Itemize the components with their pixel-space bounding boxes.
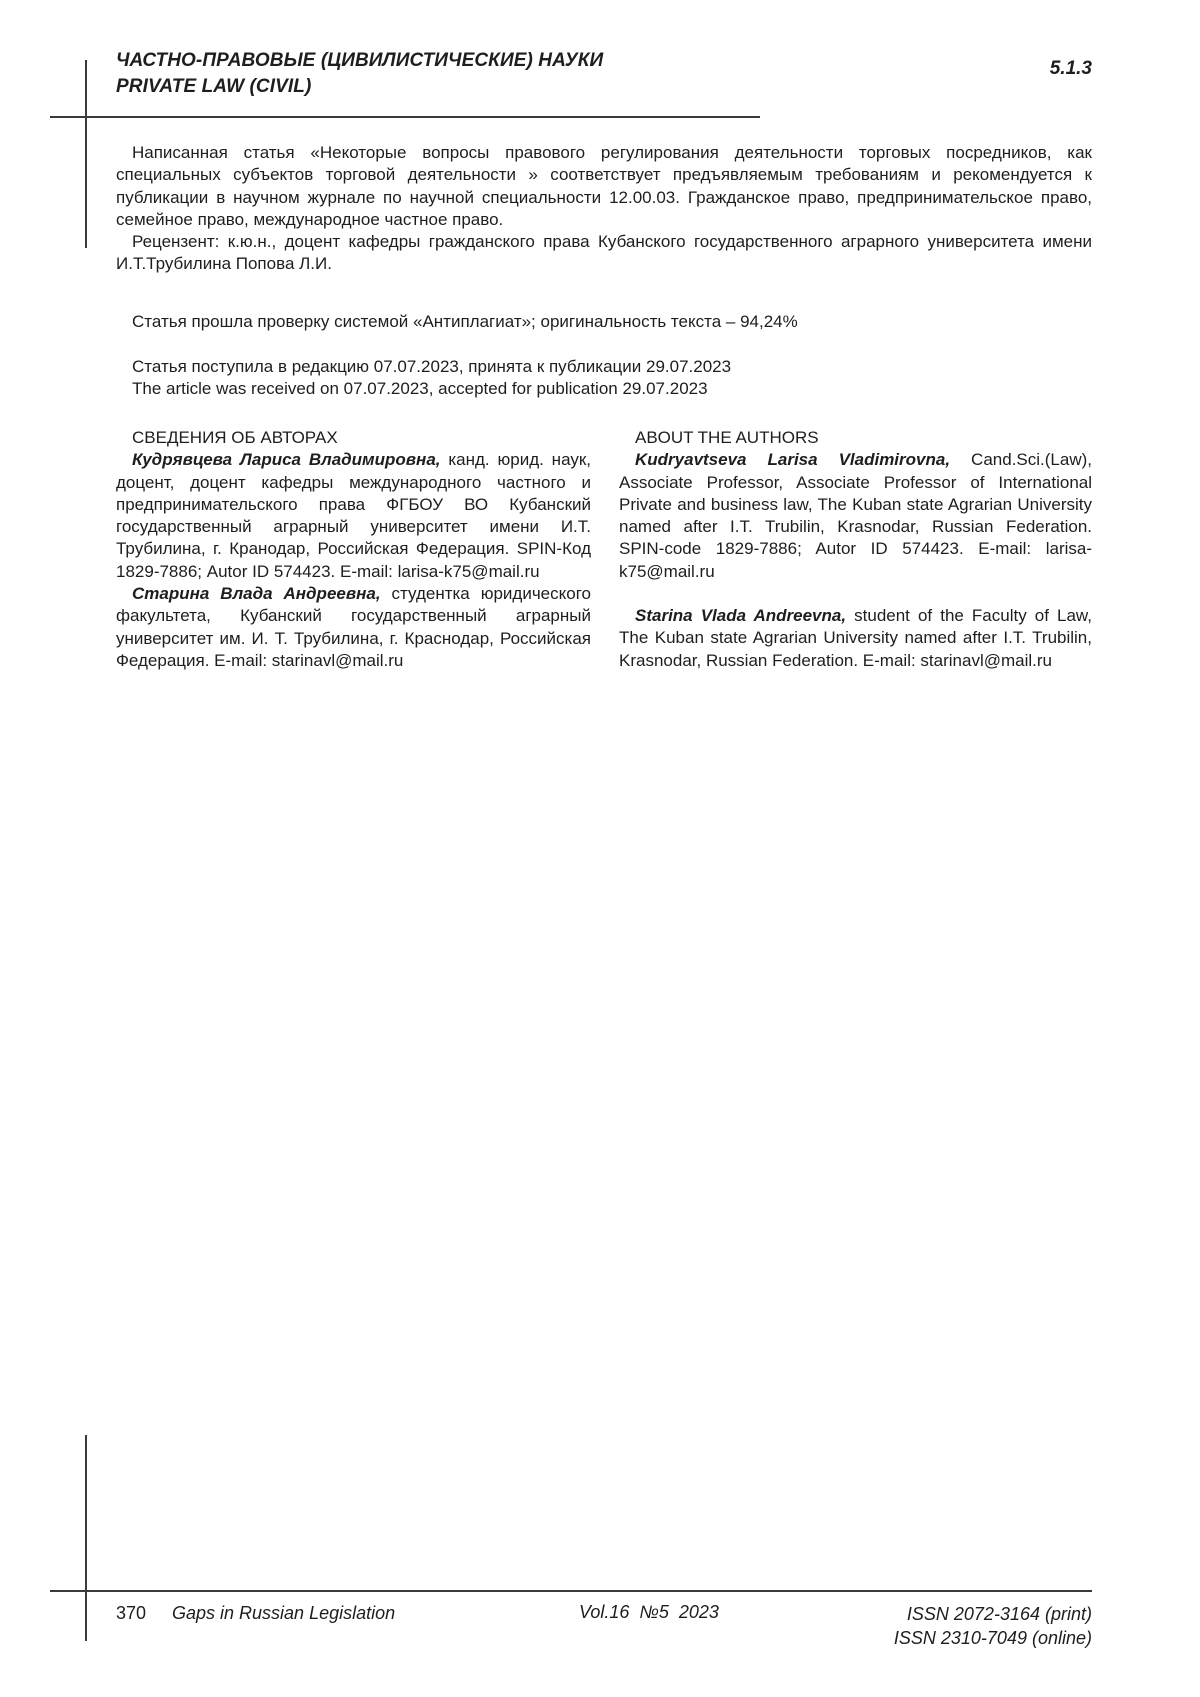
author-ru-2 <box>116 583 591 672</box>
review-block <box>116 142 1092 276</box>
author-ru-2-info: студентка юридического факультета, Кубанский государственный аграрный университет им. И. Т. Трубилина, г. Краснодар, Российская Федерация. E-mail: starinavl@mail.ru <box>116 584 591 670</box>
journal-title: Gaps in Russian Legislation <box>172 1603 396 1623</box>
footer-vertical-rule <box>85 1435 87 1641</box>
author-ru-1-info: канд. юрид. наук, доцент, доцент кафедры международного частного и предпринимательского права ФГБОУ ВО Кубанский государственный аграрный университет имени И.Т. Трубилина, г. Кранодар, Российская Федерация. SPIN-Код 1829-7886; Autor ID 574423. E-mail: larisa-k75@mail.ru <box>116 450 591 581</box>
authors-ru-column <box>116 427 591 672</box>
issn-print: ISSN 2072-3164 (print) <box>906 1604 1092 1624</box>
issn-online: ISSN 2310-7049 (online) <box>893 1628 1092 1648</box>
author-ru-1 <box>116 449 591 583</box>
author-en-2-info: student of the Faculty of Law, The Kuban state Agrarian University named after I.T. Trubilin, Krasnodar, Russian Federation. E-mail: starinavl@mail.ru <box>619 606 1092 670</box>
volume-issue: Vol.16 №5 2023 <box>579 1602 719 1622</box>
header-vertical-rule <box>85 60 87 248</box>
authors-ru-heading: СВЕДЕНИЯ ОБ АВТОРАХ <box>132 428 338 447</box>
rubric-en: PRIVATE LAW (CIVIL) <box>116 76 312 97</box>
specialty-code: 5.1.3 <box>1049 58 1092 79</box>
author-en-2 <box>619 605 1092 672</box>
author-gap <box>619 583 1092 605</box>
dates-ru: Статья поступила в редакцию 07.07.2023, принята к публикации 29.07.2023 <box>132 357 732 376</box>
author-en-1 <box>619 449 1092 583</box>
author-en-1-name: Kudryavtseva Larisa Vladimirovna, <box>635 450 951 470</box>
authors-en-heading: ABOUT THE AUTHORS <box>635 428 819 447</box>
antiplagiat-note: Статья прошла проверку системой «Антиплагиат»; оригинальность текста – 94,24% <box>132 312 798 331</box>
reviewer-line: Рецензент: к.ю.н., доцент кафедры гражданского права Кубанского государственного аграрного университета имени И.Т.Трубилина Попова Л.И. <box>116 232 1092 274</box>
author-ru-2-name: Старина Влада Андреевна, <box>132 584 381 604</box>
authors-en-column <box>619 427 1092 672</box>
running-header <box>116 48 603 100</box>
issn-block <box>894 1602 1092 1650</box>
page-number: 370 <box>116 1603 147 1623</box>
footer-horizontal-rule <box>50 1590 1092 1592</box>
rubric-ru: ЧАСТНО-ПРАВОВЫЕ (ЦИВИЛИСТИЧЕСКИЕ) НАУКИ <box>116 50 604 71</box>
review-paragraph: Написанная статья «Некоторые вопросы правового регулирования деятельности торговых посредников, как специальных субъектов торговой деятельности » соответствует предъявляемым требованиям и рекомендуется к публикации в научном журнале по научной специальности 12.00.03. Гражданское право, предпринимательское право, семейное право, международное частное право. <box>116 143 1092 229</box>
author-en-2-name: Starina Vlada Andreevna, <box>635 606 847 626</box>
author-en-1-info: Cand.Sci.(Law), Associate Professor, Associate Professor of International Private and business law, The Kuban state Agrarian University named after I.T. Trubilin, Krasnodar, Russian Federation. SPIN-code 1829-7886; Autor ID 574423. E-mail: larisa-k75@mail.ru <box>619 450 1092 581</box>
author-ru-1-name: Кудрявцева Лариса Владимировна, <box>132 450 441 470</box>
dates-en: The article was received on 07.07.2023, accepted for publication 29.07.2023 <box>132 379 708 399</box>
header-horizontal-rule <box>50 116 760 118</box>
submission-dates <box>132 356 731 401</box>
